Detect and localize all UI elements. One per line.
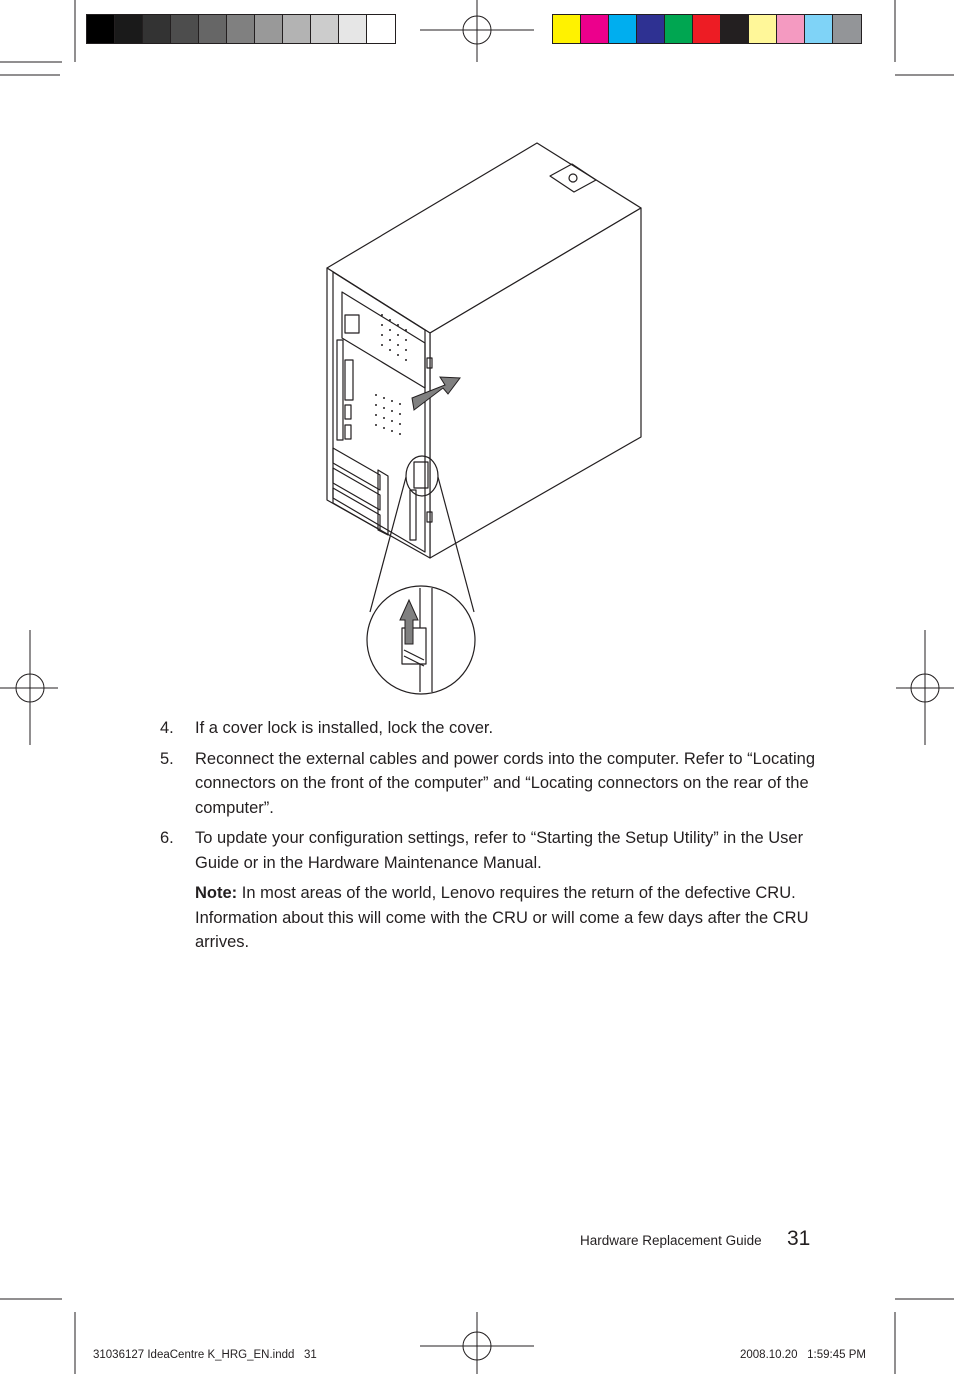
instruction-steps [160, 716, 820, 955]
slug-filename: 31036127 IdeaCentre K_HRG_EN.indd 31 [93, 1349, 317, 1361]
step-5 [160, 747, 820, 821]
step-number: 6. [160, 829, 174, 847]
step-6 [160, 826, 820, 875]
footer-title: Hardware Replacement Guide [580, 1233, 762, 1248]
step-text: To update your configuration settings, refer to “Starting the Setup Utility” in the User Guide or in the Hardware Maintenance Manual. [195, 829, 804, 872]
note-text: In most areas of the world, Lenovo requires the return of the defective CRU. Information about this will come with the CRU or will come a few days after the CRU arrives. [195, 884, 809, 951]
step-number: 5. [160, 749, 174, 768]
step-4 [160, 716, 820, 741]
note [160, 881, 820, 955]
slug-timestamp: 2008.10.20 1:59:45 PM [740, 1349, 866, 1361]
step-text: If a cover lock is installed, lock the cover. [195, 719, 494, 737]
step-text: Reconnect the external cables and power cords into the computer. Refer to “Locating connectors on the front of the computer” and “Locating connectors on the rear of the computer”. [195, 749, 816, 817]
step-number: 4. [160, 719, 174, 737]
page-number: 31 [787, 1227, 811, 1250]
note-label: Note: [195, 884, 238, 902]
